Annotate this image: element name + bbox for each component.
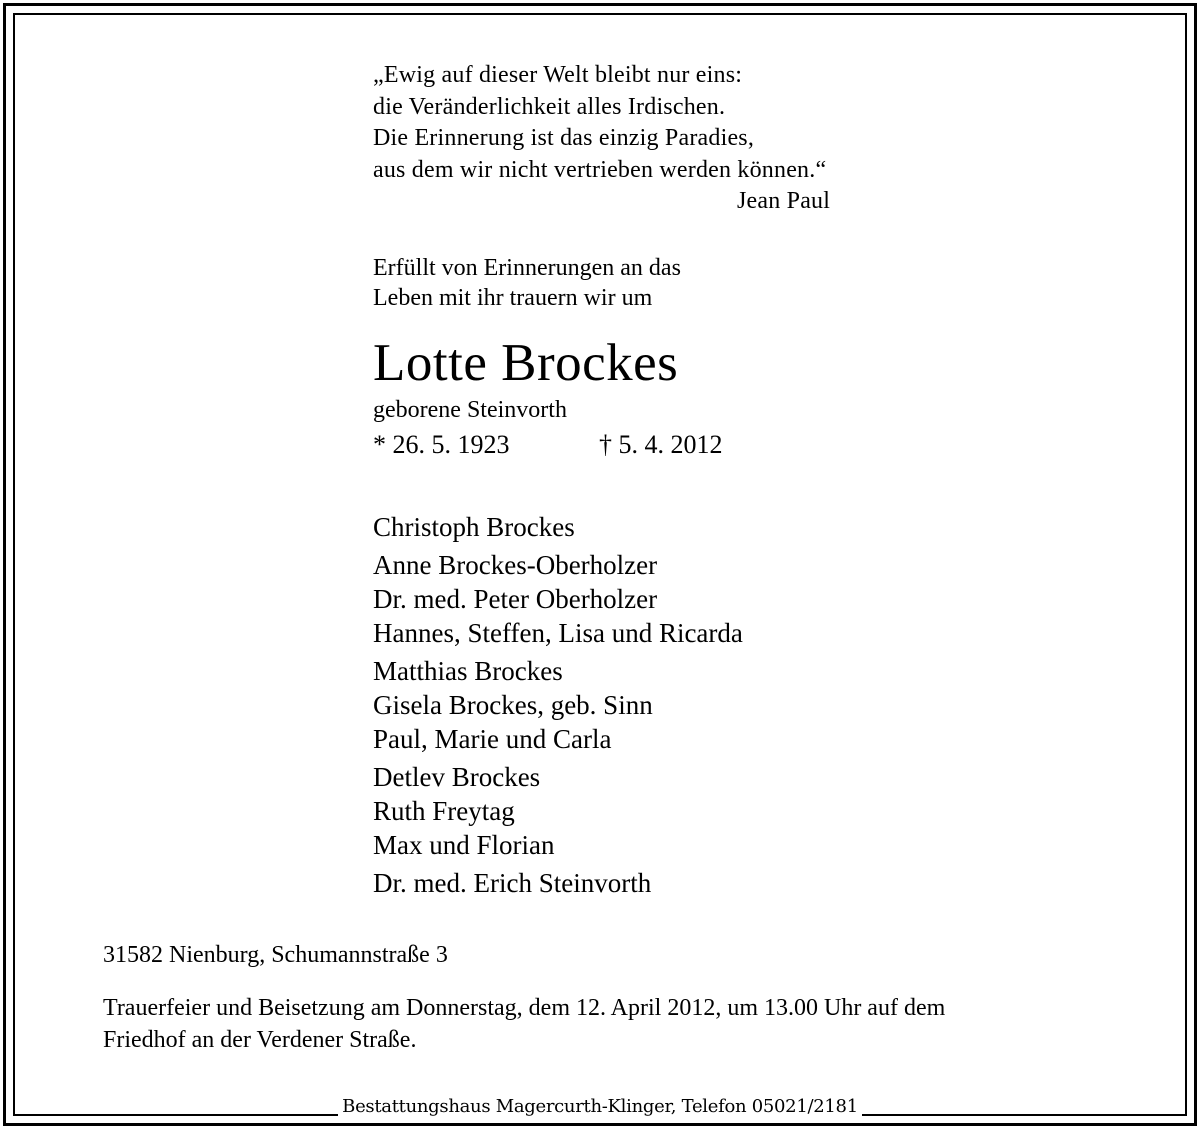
- mourner-name: Christoph Brockes: [373, 512, 575, 542]
- epigraph-quote: [373, 60, 830, 218]
- quote-line: Die Erinnerung ist das einzig Paradies,: [373, 125, 755, 151]
- funeral-home-footer: [0, 1094, 1200, 1120]
- intro-text: [373, 253, 681, 313]
- mourner-name: Matthias Brockes: [373, 656, 563, 686]
- mourner-name: Ruth Freytag: [373, 796, 515, 826]
- death-date: † 5. 4. 2012: [599, 430, 723, 459]
- mourners-list: [373, 510, 743, 904]
- birth-date: * 26. 5. 1923: [373, 430, 510, 459]
- mourner-name: Max und Florian: [373, 830, 555, 860]
- mourner-name: Gisela Brockes, geb. Sinn: [373, 690, 653, 720]
- quote-line: aus dem wir nicht vertrieben werden können.“: [373, 156, 827, 183]
- mourner-name: Dr. med. Peter Oberholzer: [373, 584, 658, 614]
- quote-line: „Ewig auf dieser Welt bleibt nur eins:: [373, 62, 743, 88]
- quote-author: Jean Paul: [737, 188, 831, 214]
- mourner-name: Detlev Brockes: [373, 762, 541, 792]
- mourner-group: [373, 866, 743, 900]
- ceremony-line: Trauerfeier und Beisetzung am Donnerstag, dem 12. April 2012, um 13.00 Uhr auf dem: [103, 995, 946, 1021]
- mourner-group: [373, 654, 743, 756]
- deceased-name: Lotte Brockes: [373, 334, 679, 392]
- mourner-name: Hannes, Steffen, Lisa und Ricarda: [373, 618, 743, 648]
- birth-name: geborene Steinvorth: [373, 397, 567, 423]
- quote-line: die Veränderlichkeit alles Irdischen.: [373, 93, 726, 120]
- mourner-group: [373, 548, 743, 650]
- mourner-group: [373, 510, 743, 544]
- address: 31582 Nienburg, Schumannstraße 3: [103, 942, 448, 968]
- mourner-name: Dr. med. Erich Steinvorth: [373, 868, 652, 898]
- life-dates: [373, 428, 723, 462]
- intro-line: Leben mit ihr trauern wir um: [373, 285, 653, 311]
- intro-line: Erfüllt von Erinnerungen an das: [373, 255, 681, 281]
- ceremony-line: Friedhof an der Verdener Straße.: [103, 1027, 417, 1053]
- funeral-home-contact: Bestattungshaus Magercurth-Klinger, Telefon 05021/2181: [338, 1094, 862, 1120]
- ceremony-notice: [103, 992, 1113, 1056]
- mourner-name: Anne Brockes-Oberholzer: [373, 550, 658, 580]
- mourner-name: Paul, Marie und Carla: [373, 724, 612, 754]
- mourner-group: [373, 760, 743, 862]
